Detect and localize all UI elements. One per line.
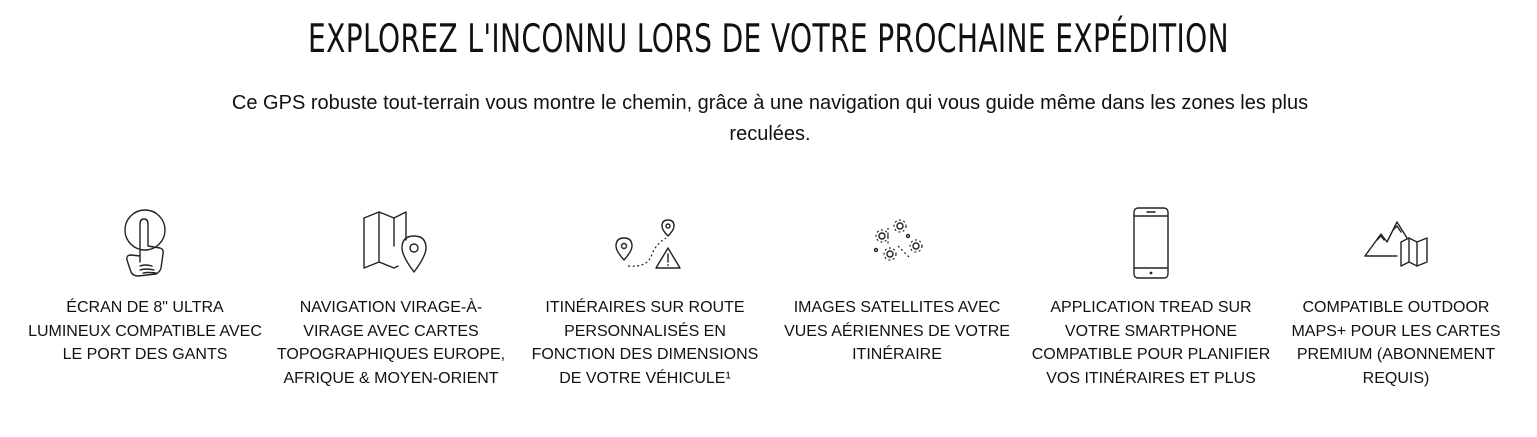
route-warning-icon bbox=[600, 206, 690, 282]
feature-item-navigation bbox=[271, 206, 511, 390]
feature-item-app bbox=[1031, 206, 1271, 390]
feature-item-routes bbox=[525, 206, 765, 390]
feature-label: ÉCRAN DE 8" ULTRA LUMINEUX COMPATIBLE AVEC LE PORT DES GANTS bbox=[28, 299, 262, 363]
feature-label: COMPATIBLE OUTDOOR MAPS+ POUR LES CARTES PREMIUM (ABONNEMENT REQUIS) bbox=[1291, 299, 1501, 387]
touch-screen-glove-icon bbox=[100, 206, 190, 282]
smartphone-icon bbox=[1106, 206, 1196, 282]
feature-label: APPLICATION TREAD SUR VOTRE SMARTPHONE COMPATIBLE POUR PLANIFIER VOS ITINÉRAIRES ET PLUS bbox=[1031, 299, 1271, 387]
folded-map-pin-icon bbox=[346, 206, 436, 282]
mountain-map-icon bbox=[1351, 206, 1441, 282]
feature-item-satellite bbox=[777, 206, 1017, 367]
section-title: EXPLOREZ L'INCONNU LORS DE VOTRE PROCHAINE EXPÉDITION bbox=[308, 17, 1229, 62]
section-subtitle: Ce GPS robuste tout-terrain vous montre le chemin, grâce à une navigation qui vous guide même dans les zones les plus reculées. bbox=[231, 92, 1309, 145]
feature-item-maps bbox=[1276, 206, 1516, 390]
feature-label: IMAGES SATELLITES AVEC VUES AÉRIENNES DE VOTRE ITINÉRAIRE bbox=[784, 299, 1010, 363]
feature-list bbox=[20, 206, 1520, 426]
feature-label: NAVIGATION VIRAGE-À-VIRAGE AVEC CARTES TOPOGRAPHIQUES EUROPE, AFRIQUE & MOYEN-ORIENT bbox=[276, 299, 506, 387]
satellite-imagery-icon bbox=[852, 206, 942, 282]
feature-label: ITINÉRAIRES SUR ROUTE PERSONNALISÉS EN FONCTION DES DIMENSIONS DE VOTRE VÉHICULE¹ bbox=[531, 299, 759, 387]
feature-item-screen bbox=[25, 206, 265, 367]
